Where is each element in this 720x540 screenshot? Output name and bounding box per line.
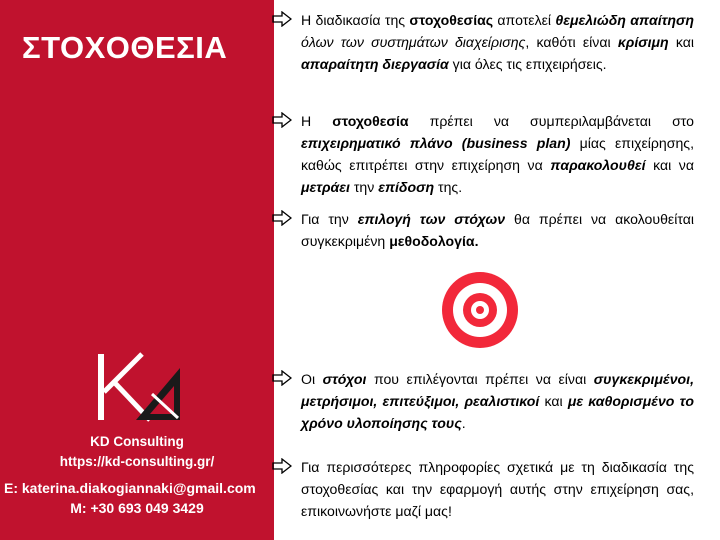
bullet-text-run: κρίσιμη xyxy=(617,34,669,50)
bullet-text-run: και να xyxy=(645,157,694,173)
arrow-right-icon xyxy=(272,112,292,128)
bullet-text-run: επιλογή των στόχων xyxy=(357,211,506,227)
bullet-text-run: θεμελιώδη απαίτηση xyxy=(555,12,694,28)
sidebar-panel xyxy=(0,0,274,540)
bullet-text-run: πρέπει να συμπεριλαμβάνεται στο xyxy=(408,113,694,129)
arrow-right-icon xyxy=(272,370,292,386)
bullet-text-run: . xyxy=(461,415,466,431)
bullet-text-run: συγκεκριμένοι, μετρήσιμοι, επιτεύξιμοι, ρεαλιστικοί xyxy=(301,371,694,409)
bullet-text-run: Η διαδικασία της xyxy=(301,12,410,28)
arrow-right-icon xyxy=(272,458,292,474)
website-link[interactable]: https://kd-consulting.gr/ xyxy=(59,454,215,469)
bullet-text-run: Οι xyxy=(301,371,323,387)
bullet-text-run: και xyxy=(668,34,694,50)
bullet-item xyxy=(272,456,694,522)
target-icon xyxy=(440,270,520,350)
bullet-text-run: που επιλέγονται πρέπει να είναι xyxy=(366,371,594,387)
bullet-text-run: στοχοθεσία xyxy=(332,113,409,129)
kd-logo xyxy=(94,352,184,426)
bullet-item xyxy=(272,110,694,198)
bullet-item xyxy=(272,9,694,75)
bullet-text-run: μεθοδολογία. xyxy=(389,233,479,249)
phone-contact: M: +30 693 049 3429 xyxy=(70,500,204,516)
bullet-text-run: Για περισσότερες πληροφορίες σχετικά με τη διαδικασία της στοχοθεσίας και την εφαρμογή αυτής στην επιχείρηση σας, επικοινωνήστε μαζί μας! xyxy=(301,459,694,519)
bullet-text-run: επιχειρηματικό πλάνο (business plan) xyxy=(301,135,571,151)
page-title: ΣΤΟΧΟΘΕΣΙΑ xyxy=(22,30,228,65)
bullet-text xyxy=(301,9,694,75)
bullet-text-run: στοχοθεσίας xyxy=(409,12,494,28)
bullet-text-run: επίδοση xyxy=(378,179,435,195)
bullet-item xyxy=(272,208,694,252)
bullet-text-run: μίας επιχείρησης, καθώς επιτρέπει στην επιχείρηση να xyxy=(301,135,694,173)
arrow-right-icon xyxy=(272,11,292,27)
bullet-text-run: αποτελεί xyxy=(493,12,556,28)
bullet-text xyxy=(301,456,694,522)
bullet-text-run: την xyxy=(349,179,379,195)
bullet-text-run: , καθότι είναι xyxy=(525,34,618,50)
bullet-text-run: θα πρέπει να ακολουθείται συγκεκριμένη xyxy=(301,211,694,249)
bullet-text xyxy=(301,208,694,252)
bullet-text-run: και xyxy=(539,393,568,409)
bullet-text-run: Για την xyxy=(301,211,358,227)
bullet-text-run: παρακολουθεί xyxy=(550,157,646,173)
bullet-text-run: απαραίτητη διεργασία xyxy=(301,56,449,72)
company-name: KD Consulting xyxy=(90,434,184,449)
bullet-text-run: όλων των συστημάτων διαχείρισης xyxy=(301,34,526,50)
bullet-text xyxy=(301,110,694,198)
bullet-item xyxy=(272,368,694,434)
bullet-text-run: Η xyxy=(301,113,333,129)
bullet-text xyxy=(301,368,694,434)
bullet-text-run: με καθορισμένο το χρόνο υλοποίησης τους xyxy=(301,393,694,431)
bullet-text-run: στόχοι xyxy=(322,371,367,387)
email-contact[interactable]: E: katerina.diakogiannaki@gmail.com xyxy=(4,480,256,496)
bullet-text-run: μετράει xyxy=(301,179,350,195)
arrow-right-icon xyxy=(272,210,292,226)
bullet-text-run: της. xyxy=(434,179,463,195)
bullet-text-run: για όλες τις επιχειρήσεις. xyxy=(448,56,607,72)
